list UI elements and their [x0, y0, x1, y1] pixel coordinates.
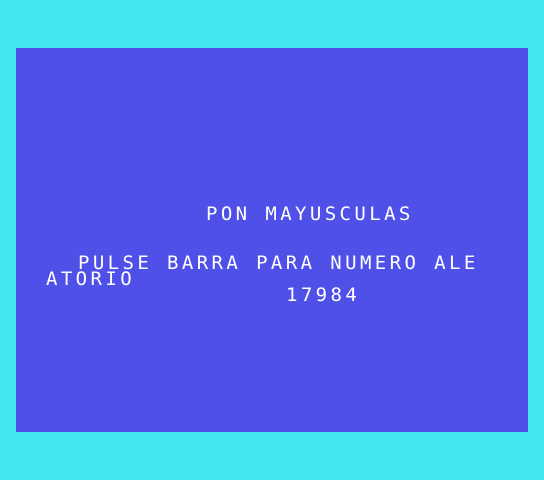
emulator-screen[interactable] [16, 48, 528, 432]
caps-prompt: PON MAYUSCULAS [206, 203, 414, 225]
spacebar-prompt-wrap: ATORIO [46, 268, 136, 290]
spacebar-prompt: PULSE BARRA PARA NUMERO ALE [78, 252, 479, 274]
random-number-value: 17984 [286, 284, 361, 306]
